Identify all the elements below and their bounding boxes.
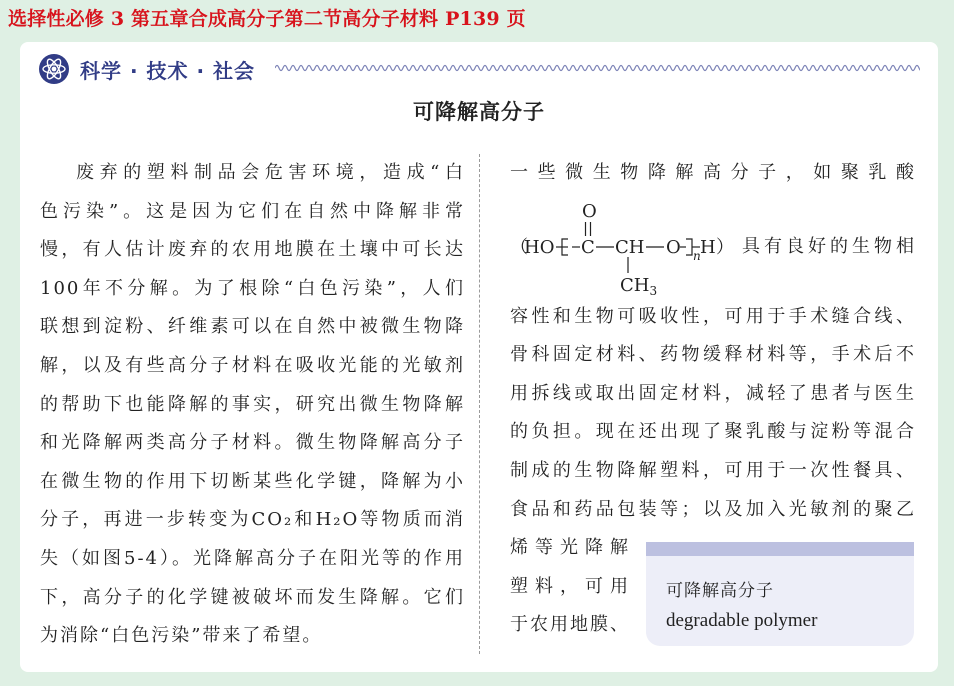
formula-methyl: $CH_3$ xyxy=(620,274,658,298)
paragraph-line: 骨科固定材料、药物缓释材料等，手术后不 xyxy=(510,344,916,366)
term-box-band xyxy=(646,542,914,556)
column-divider xyxy=(479,154,480,654)
section-header xyxy=(38,52,255,86)
decorative-wavy-line xyxy=(275,62,920,74)
formula-h: H xyxy=(700,236,716,258)
paragraph-line: 食品和药品包装等；以及加入光敏剂的聚乙 xyxy=(510,498,916,520)
paragraph-line: 慢，有人估计废弃的农用地膜在土壤中可长达 xyxy=(40,239,465,261)
atom-icon xyxy=(38,53,70,85)
paragraph-line: 烯等光降解 xyxy=(510,537,630,559)
left-column xyxy=(40,154,465,656)
page-header-title: 选择性必修 3 第五章合成高分子第二节高分子材料 P139 页 xyxy=(8,8,526,30)
paragraph-line: 联想到淀粉、纤维素可以在自然中被微生物降 xyxy=(40,316,465,338)
paragraph-line: 于农用地膜、 xyxy=(510,614,630,636)
formula-oxygen: O xyxy=(666,236,681,258)
article-title: 可降解高分子 xyxy=(413,100,545,124)
paragraph-line: 一些微生物降解高分子，如聚乳酸 xyxy=(510,162,916,183)
paragraph-line: 用拆线或取出固定材料，减轻了患者与医生 xyxy=(510,382,916,404)
paragraph-line: 为消除“白色污染”带来了希望。 xyxy=(40,625,323,647)
formula-row xyxy=(510,193,916,298)
formula-carbonyl-oxygen: O xyxy=(582,200,597,222)
term-chinese: 可降解高分子 xyxy=(666,581,774,601)
paragraph-line: 和光降解两类高分子材料。微生物降解高分子 xyxy=(40,432,465,454)
paragraph-line: 在微生物的作用下切断某些化学键，降解为小 xyxy=(40,470,465,492)
formula-ho: HO xyxy=(524,236,555,258)
paragraph-line: 失（如图5-4）。光降解高分子在阳光等的作用 xyxy=(40,547,465,569)
formula-close-paren: ） xyxy=(716,236,734,258)
section-label: 科学 · 技术 · 社会 xyxy=(80,58,256,83)
paragraph-line: 色污染”。这是因为它们在自然中降解非常 xyxy=(40,200,465,222)
paragraph-line: 塑料，可用 xyxy=(510,575,630,597)
formula-ch: CH xyxy=(615,236,645,258)
paragraph-line: 制成的生物降解塑料，可用于一次性餐具、 xyxy=(510,459,916,481)
paragraph-line: 的帮助下也能降解的事实，研究出微生物降解 xyxy=(40,393,465,415)
paragraph-line: 的负担。现在还出现了聚乳酸与淀粉等混合 xyxy=(510,421,916,443)
paragraph-line: 容性和生物可吸收性，可用于手术缝合线、 xyxy=(510,305,916,327)
term-box xyxy=(646,542,914,646)
formula-subscript-n: n xyxy=(693,248,701,263)
paragraph-line: 100年不分解。为了根除“白色污染”，人们 xyxy=(40,277,465,299)
paragraph-line: 分子，再进一步转变为CO₂和H₂O等物质而消 xyxy=(40,509,465,531)
term-english: degradable polymer xyxy=(666,610,818,631)
polylactic-acid-formula xyxy=(510,193,740,298)
paragraph-line: 下，高分子的化学键被破坏而发生降解。它们 xyxy=(40,586,465,608)
paragraph-line: 解，以及有些高分子材料在吸收光能的光敏剂 xyxy=(40,354,465,376)
formula-carbon: C xyxy=(581,236,595,258)
textbook-page xyxy=(20,42,938,672)
formula-open-paren: （ xyxy=(510,236,528,258)
paragraph-line: 具有良好的生物相 xyxy=(742,235,916,257)
paragraph-line: 废弃的塑料制品会危害环境，造成“白 xyxy=(76,162,465,183)
